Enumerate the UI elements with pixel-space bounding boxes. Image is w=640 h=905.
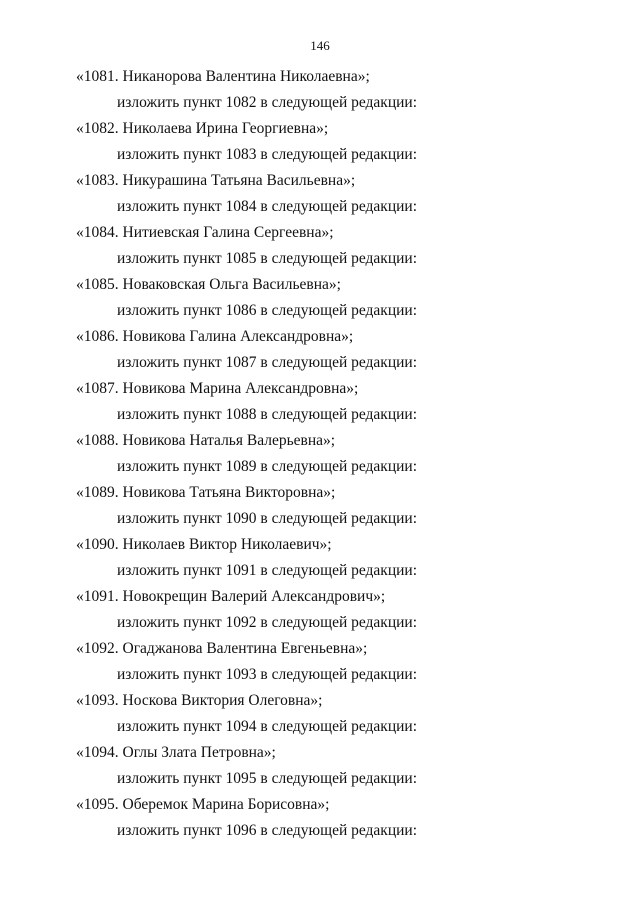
list-entry: «1086. Новикова Галина Александровна»; xyxy=(76,328,354,345)
amendment-instruction: изложить пункт 1084 в следующей редакции: xyxy=(117,198,418,215)
amendment-instruction: изложить пункт 1092 в следующей редакции: xyxy=(117,614,418,631)
list-entry: «1095. Оберемок Марина Борисовна»; xyxy=(76,796,330,813)
list-entry: «1084. Нитиевская Галина Сергеевна»; xyxy=(76,224,334,241)
list-entry: «1093. Носкова Виктория Олеговна»; xyxy=(76,692,323,709)
amendment-instruction: изложить пункт 1082 в следующей редакции: xyxy=(117,94,418,111)
list-entry: «1094. Оглы Злата Петровна»; xyxy=(76,744,276,761)
amendment-instruction: изложить пункт 1088 в следующей редакции: xyxy=(117,406,418,423)
amendment-instruction: изложить пункт 1091 в следующей редакции: xyxy=(117,562,418,579)
amendment-instruction: изложить пункт 1090 в следующей редакции: xyxy=(117,510,418,527)
list-entry: «1092. Огаджанова Валентина Евгеньевна»; xyxy=(76,640,368,657)
list-entry: «1087. Новикова Марина Александровна»; xyxy=(76,380,359,397)
list-entry: «1085. Новаковская Ольга Васильевна»; xyxy=(76,276,341,293)
list-entry: «1081. Никанорова Валентина Николаевна»; xyxy=(76,68,370,85)
list-entry: «1083. Никурашина Татьяна Васильевна»; xyxy=(76,172,356,189)
amendment-instruction: изложить пункт 1085 в следующей редакции: xyxy=(117,250,418,267)
page-number: 146 xyxy=(310,38,330,53)
amendment-instruction: изложить пункт 1087 в следующей редакции: xyxy=(117,354,418,371)
list-entry: «1091. Новокрещин Валерий Александрович»; xyxy=(76,588,386,605)
amendment-instruction: изложить пункт 1095 в следующей редакции: xyxy=(117,770,418,787)
list-entry: «1082. Николаева Ирина Георгиевна»; xyxy=(76,120,329,137)
list-entry: «1088. Новикова Наталья Валерьевна»; xyxy=(76,432,336,449)
list-entry: «1090. Николаев Виктор Николаевич»; xyxy=(76,536,332,553)
amendment-instruction: изложить пункт 1089 в следующей редакции: xyxy=(117,458,418,475)
list-entry: «1089. Новикова Татьяна Викторовна»; xyxy=(76,484,336,501)
amendment-instruction: изложить пункт 1094 в следующей редакции: xyxy=(117,718,418,735)
document-body xyxy=(0,67,640,847)
amendment-instruction: изложить пункт 1086 в следующей редакции: xyxy=(117,302,418,319)
amendment-instruction: изложить пункт 1096 в следующей редакции: xyxy=(117,822,418,839)
amendment-instruction: изложить пункт 1093 в следующей редакции: xyxy=(117,666,418,683)
amendment-instruction: изложить пункт 1083 в следующей редакции: xyxy=(117,146,418,163)
